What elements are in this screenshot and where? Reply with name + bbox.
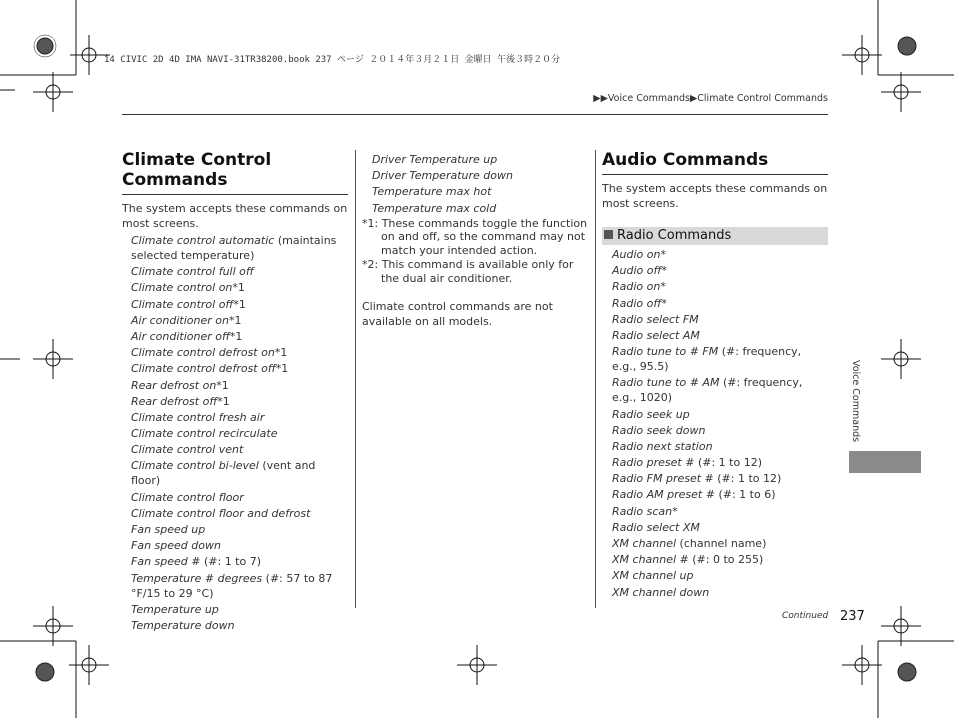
command-note: (#: 1 to 12) <box>694 456 762 470</box>
command-text: Climate control vent <box>131 443 244 457</box>
command-item <box>131 361 348 376</box>
column-divider <box>355 150 356 608</box>
command-item <box>612 471 828 486</box>
command-text: Temperature down <box>131 618 235 632</box>
command-text: Radio select FM <box>612 312 699 326</box>
command-item <box>612 328 828 343</box>
command-item <box>372 184 588 199</box>
command-note: (#: 1 to 6) <box>714 488 776 502</box>
footnote-mark: *1 <box>229 329 243 343</box>
command-text: Climate control off <box>131 297 234 311</box>
page-number: 237 <box>840 609 865 624</box>
footnote: *2: This command is available only for the dual air conditioner. <box>362 258 574 285</box>
command-item <box>612 279 828 294</box>
command-item <box>612 536 828 551</box>
command-item <box>372 168 588 183</box>
command-item <box>131 554 348 569</box>
footnote-mark: *1 <box>233 297 246 311</box>
command-text: Radio preset # <box>612 456 695 470</box>
footnote-mark: *1 <box>216 378 229 392</box>
command-text: Air conditioner off <box>131 329 230 343</box>
command-text: Climate control floor and defrost <box>131 506 311 520</box>
command-item <box>131 345 348 360</box>
command-text: Driver Temperature up <box>372 153 498 166</box>
command-text: Climate control defrost on <box>131 346 275 360</box>
climate-column-2 <box>362 152 588 329</box>
command-item <box>131 378 348 393</box>
footnote-mark: *1 <box>228 313 242 327</box>
command-item <box>612 455 828 470</box>
command-text: Air conditioner on <box>131 313 229 327</box>
command-item <box>612 487 828 502</box>
command-text: Rear defrost on <box>131 378 217 392</box>
climate-column-1 <box>122 150 348 634</box>
command-text: Fan speed down <box>131 539 221 553</box>
command-text: Radio seek down <box>612 423 706 437</box>
command-text: Driver Temperature down <box>372 169 513 183</box>
radio-commands-heading: Radio Commands <box>602 227 828 245</box>
command-item <box>131 458 348 488</box>
availability-note: Climate control commands are not available on all models. <box>362 300 553 329</box>
square-bullet-icon <box>604 230 613 239</box>
command-text: XM channel down <box>612 585 710 599</box>
command-item <box>131 264 348 279</box>
column-divider-2 <box>595 150 596 608</box>
command-item <box>612 423 828 438</box>
footnote-mark: *1 <box>232 281 245 295</box>
footnote-mark: *1 <box>217 394 230 408</box>
command-text: XM channel up <box>612 569 694 583</box>
command-text: Climate control automatic <box>131 234 275 247</box>
breadcrumb-parent[interactable]: Voice Commands <box>607 93 690 104</box>
command-item <box>131 618 348 633</box>
command-item <box>131 280 348 295</box>
command-item <box>131 490 348 505</box>
command-text: Radio scan* <box>612 504 678 518</box>
command-item <box>131 233 348 263</box>
command-text: XM channel <box>612 537 677 550</box>
command-text: Radio next station <box>612 439 713 453</box>
command-text: Radio select XM <box>612 520 700 534</box>
command-text: Temperature # degrees <box>131 571 263 585</box>
command-item <box>131 410 348 425</box>
command-note: (vent and floor) <box>131 459 316 488</box>
command-item <box>612 568 828 583</box>
command-text: Climate control bi-level <box>131 459 259 473</box>
command-note: (#: 1 to 12) <box>713 472 782 486</box>
command-text: Climate control floor <box>131 490 244 504</box>
command-item <box>612 407 828 422</box>
climate-command-list-continued <box>362 152 588 216</box>
footnote-mark: *1 <box>275 362 289 376</box>
breadcrumb <box>593 93 828 104</box>
command-text: Audio off* <box>612 264 667 278</box>
command-item <box>612 585 828 600</box>
command-text: Temperature up <box>131 602 219 616</box>
command-item <box>612 375 828 405</box>
command-item <box>131 297 348 312</box>
command-item <box>131 426 348 441</box>
command-text: Radio select AM <box>612 328 700 342</box>
continued-label: Continued <box>782 611 829 621</box>
command-note: (#: frequency, e.g., 95.5) <box>612 345 802 374</box>
command-item <box>372 201 588 216</box>
footnote: *1: These commands toggle the function on and off, so the command may not match your intended action. <box>362 216 588 257</box>
command-item <box>131 602 348 617</box>
command-item <box>612 312 828 327</box>
side-tab-label: Voice Commands <box>850 360 861 443</box>
command-item <box>131 442 348 457</box>
footnotes <box>362 217 588 286</box>
command-item <box>131 394 348 409</box>
command-text: Temperature max hot <box>372 185 492 199</box>
command-item <box>612 552 828 567</box>
audio-intro: The system accepts these commands on most screens. <box>602 182 828 210</box>
command-item <box>131 329 348 344</box>
climate-intro: The system accepts these commands on most screens. <box>122 202 348 230</box>
command-text: Temperature max cold <box>372 201 497 215</box>
command-item <box>612 344 828 374</box>
breadcrumb-separator-icon: ▶ <box>689 93 698 104</box>
climate-title: Climate Control Commands <box>122 150 348 195</box>
audio-command-list <box>602 247 828 600</box>
command-text: Climate control recirculate <box>131 427 278 441</box>
command-text: Climate control defrost off <box>131 362 276 376</box>
command-item <box>612 520 828 535</box>
command-item <box>372 152 588 167</box>
command-note: (#: 57 to 87 °F/15 to 29 °C) <box>131 571 333 600</box>
climate-command-list <box>122 233 348 633</box>
command-item <box>612 247 828 262</box>
command-item <box>131 571 348 601</box>
command-text: Climate control on <box>131 281 233 295</box>
file-header: 14 CIVIC 2D 4D IMA NAVI-31TR38200.book 237 ページ ２０１４年３月２１日 金曜日 午後３時２０分 <box>104 55 561 65</box>
command-text: Climate control fresh air <box>131 410 265 424</box>
command-text: Radio FM preset # <box>612 472 714 486</box>
command-text: Radio off* <box>612 296 667 310</box>
command-note: (#: 0 to 255) <box>688 553 764 567</box>
command-item <box>131 538 348 553</box>
command-text: Radio seek up <box>612 407 690 421</box>
breadcrumb-arrow-icon: ▶▶ <box>593 93 608 104</box>
audio-title: Audio Commands <box>602 150 828 175</box>
audio-column <box>602 150 828 601</box>
command-text: Radio AM preset # <box>612 488 715 502</box>
command-text: Fan speed # <box>131 555 201 569</box>
command-note: (#: 1 to 7) <box>200 555 262 569</box>
command-item <box>131 506 348 521</box>
command-note: (maintains selected temperature) <box>131 234 337 262</box>
command-item <box>131 313 348 328</box>
command-text: XM channel # <box>612 553 689 567</box>
command-item <box>612 263 828 278</box>
command-text: Rear defrost off <box>131 394 218 408</box>
side-tab[interactable] <box>849 451 921 473</box>
command-note: (#: frequency, e.g., 1020) <box>612 376 803 405</box>
breadcrumb-current: Climate Control Commands <box>697 93 828 104</box>
command-text: Radio tune to # FM <box>612 345 719 359</box>
command-item <box>612 439 828 454</box>
command-text: Audio on* <box>612 248 666 261</box>
command-item <box>612 296 828 311</box>
footnote-mark: *1 <box>274 346 288 360</box>
command-text: Radio tune to # AM <box>612 376 720 390</box>
command-note: (channel name) <box>676 537 767 550</box>
command-item <box>612 504 828 519</box>
header-rule <box>122 114 828 115</box>
command-text: Climate control full off <box>131 265 254 279</box>
command-text: Radio on* <box>612 280 666 294</box>
command-text: Fan speed up <box>131 523 206 536</box>
command-item <box>131 522 348 537</box>
